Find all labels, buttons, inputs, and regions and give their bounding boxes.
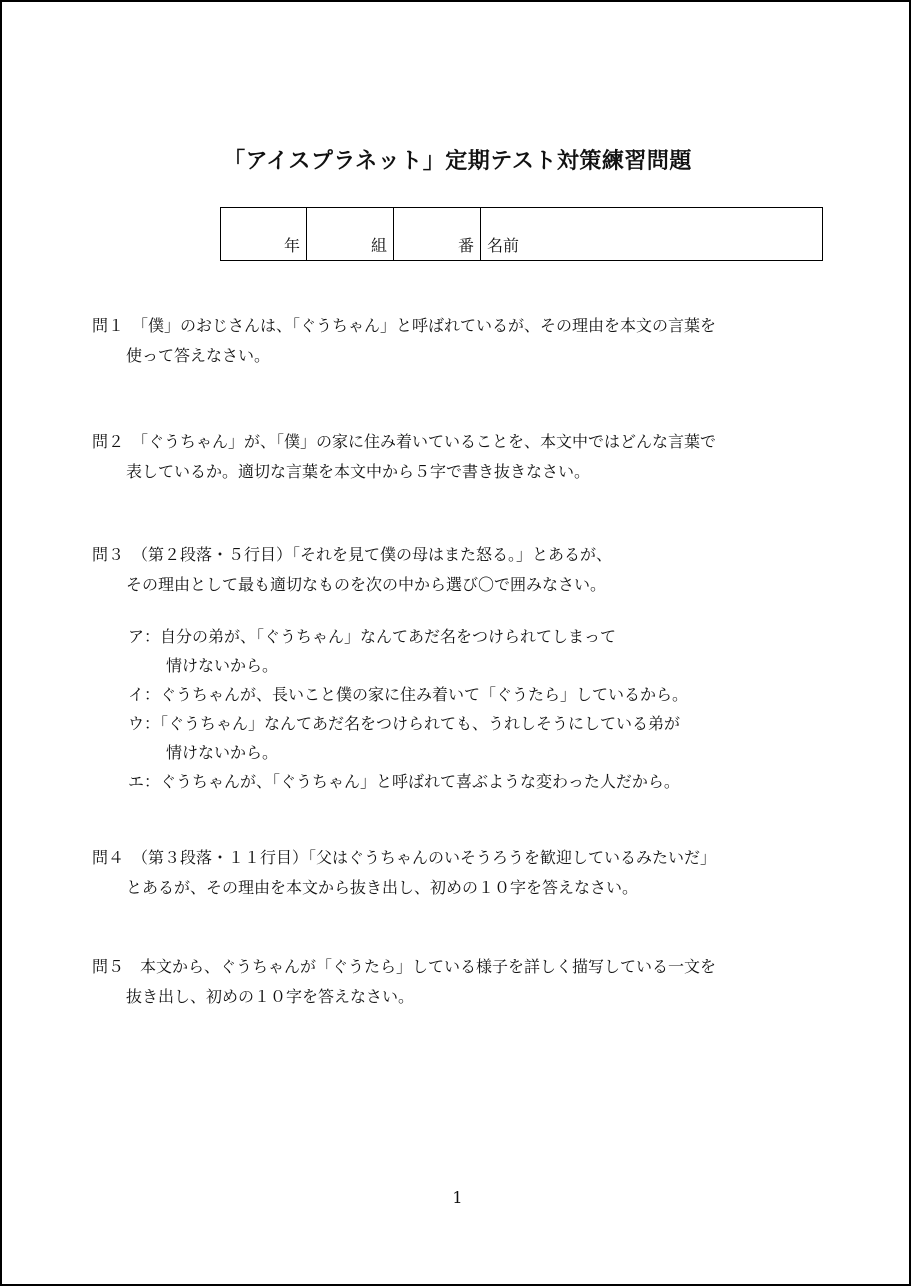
question-4: [92, 843, 716, 903]
name-entry-table: [220, 207, 823, 261]
question-3-line-1: 問３ （第２段落・５行目）「それを見て僕の母はまた怒る。」とあるが、: [92, 545, 613, 564]
question-5: [92, 952, 716, 1012]
choice-a[interactable]: ア：自分の弟が、「ぐうちゃん」なんてあだ名をつけられてしまって: [128, 627, 617, 646]
class-field[interactable]: 組: [307, 208, 394, 261]
choice-c[interactable]: ウ：「ぐうちゃん」なんてあだ名をつけられても、うれしそうにしている弟が: [128, 714, 681, 733]
question-4-line-2: とあるが、その理由を本文から抜き出し、初めの１０字を答えなさい。: [126, 878, 639, 897]
question-2-line-2: 表しているか。適切な言葉を本文中から５字で書き抜きなさい。: [126, 462, 591, 481]
question-1: [92, 311, 716, 371]
page-number: 1: [452, 1188, 463, 1207]
question-3-line-2: その理由として最も適切なものを次の中から選び〇で囲みなさい。: [126, 575, 607, 594]
name-field[interactable]: 名前: [481, 208, 823, 261]
question-3: [92, 540, 612, 600]
question-2-line-1: 問２ 「ぐうちゃん」が、「僕」の家に住み着いていることを、本文中ではどんな言葉で: [92, 432, 717, 451]
question-1-line-1: 問１ 「僕」のおじさんは、「ぐうちゃん」と呼ばれているが、その理由を本文の言葉を: [92, 316, 717, 335]
question-1-line-2: 使って答えなさい。: [126, 346, 271, 365]
choice-d[interactable]: エ：ぐうちゃんが、「ぐうちゃん」と呼ばれて喜ぶような変わった人だから。: [128, 772, 680, 791]
question-3-choices: [128, 622, 688, 796]
question-5-line-1: 問５ 本文から、ぐうちゃんが「ぐうたら」している様子を詳しく描写している一文を: [92, 957, 717, 976]
number-field[interactable]: 番: [394, 208, 481, 261]
choice-a-continued: 情けないから。: [166, 656, 279, 675]
choice-c-continued: 情けないから。: [166, 743, 279, 762]
page-title: 「アイスプラネット」定期テスト対策練習問題: [223, 149, 692, 174]
question-2: [92, 427, 716, 487]
question-5-line-2: 抜き出し、初めの１０字を答えなさい。: [126, 987, 415, 1006]
year-field[interactable]: 年: [221, 208, 307, 261]
choice-b[interactable]: イ：ぐうちゃんが、長いこと僕の家に住み着いて「ぐうたら」しているから。: [128, 685, 689, 704]
question-4-line-1: 問４ （第３段落・１１行目）「父はぐうちゃんのいそうろうを歓迎しているみたいだ」: [92, 848, 717, 867]
